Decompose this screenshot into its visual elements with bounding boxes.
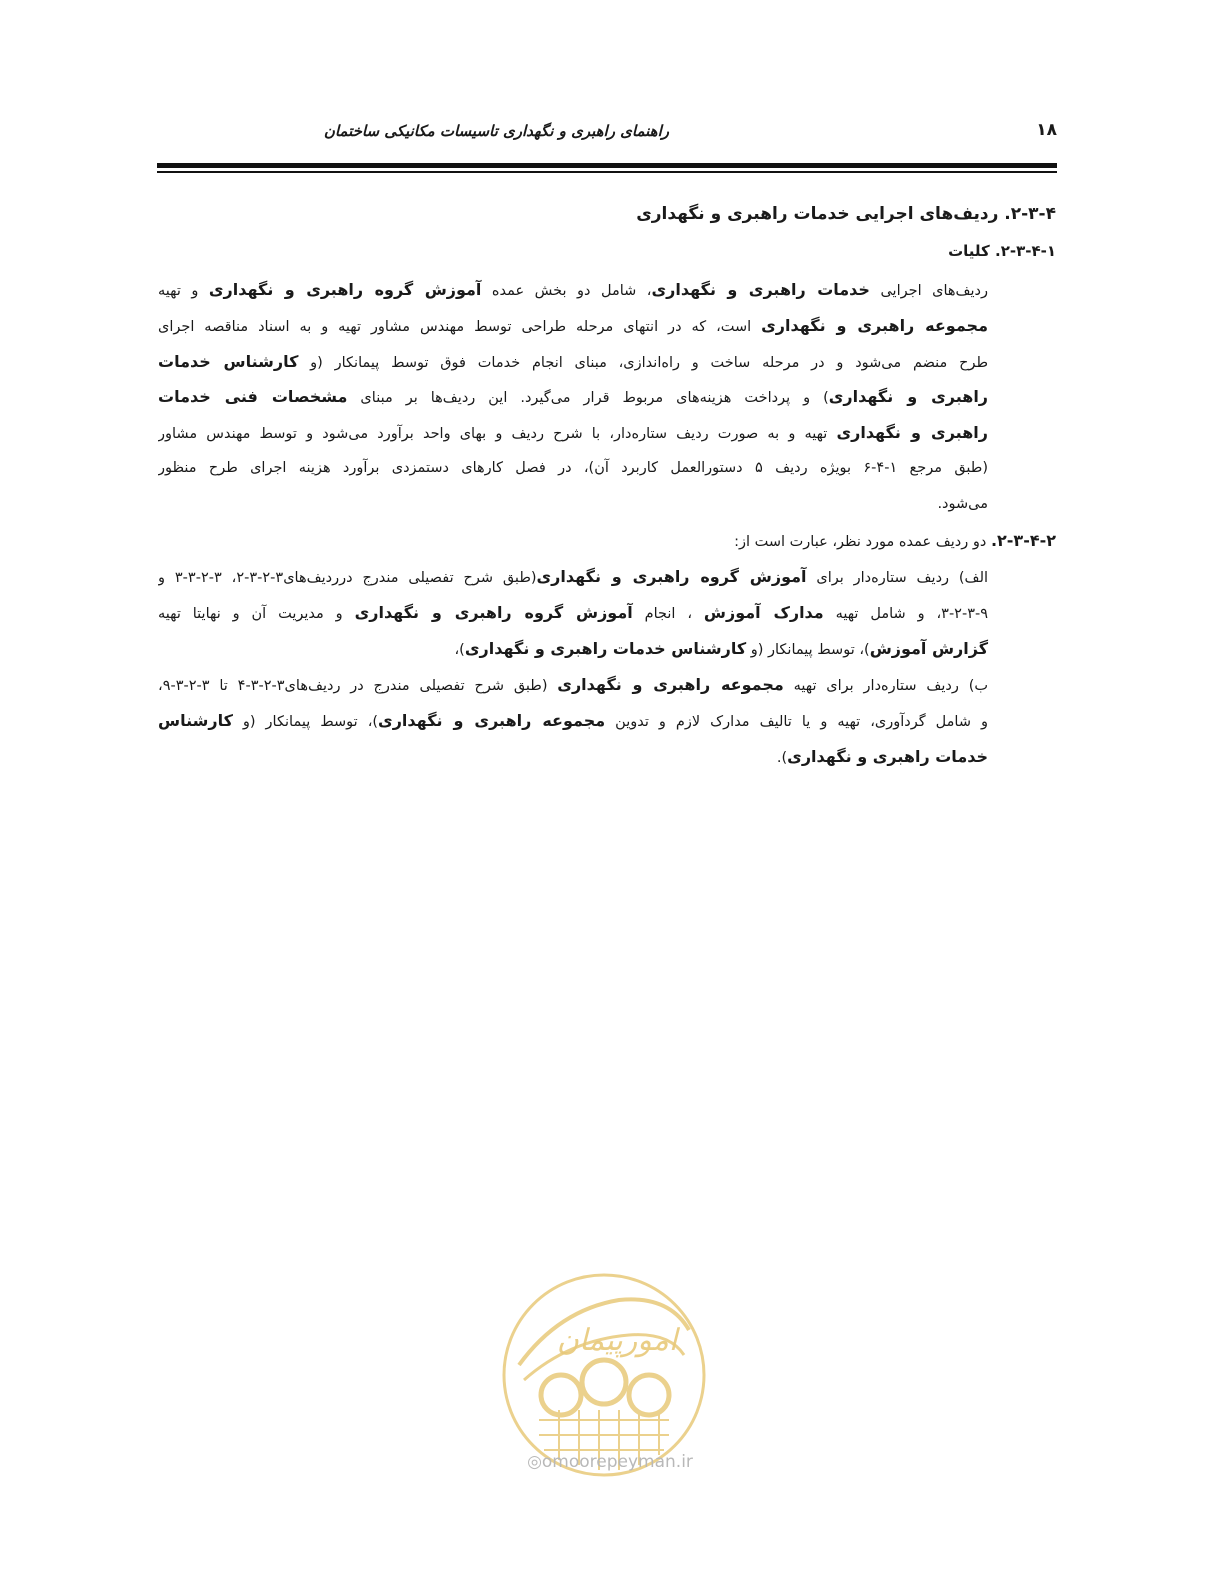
paragraph-line [158, 667, 1056, 703]
header-rule-thin [157, 171, 1057, 173]
paragraph-line [158, 559, 1056, 595]
text-run: )، توسط پیمانکار (و [232, 713, 379, 730]
running-title: راهنمای راهبری و نگهداری تاسیسات مکانیکی ساختمان [323, 122, 669, 140]
text-run: ). [776, 749, 788, 766]
bold-term: کارشناس [158, 710, 233, 730]
watermark-url-text: omoorepeyman.ir [541, 1452, 693, 1472]
text-run: است، که در انتهای مرحله طراحی توسط مهندس مشاور تهیه و به اسناد مناقصه اجرای [158, 318, 762, 335]
bold-term: مدارک آموزش [703, 602, 824, 622]
watermark-logo [499, 1270, 709, 1480]
paragraph-line [158, 739, 1056, 775]
text-run: ۳-۲-۳-۹، و شامل تهیه [823, 605, 989, 622]
bold-term: آموزش گروه راهبری و نگهداری [536, 566, 807, 586]
bold-term: گزارش آموزش [869, 638, 988, 658]
paragraph-line [158, 631, 1056, 667]
paragraph-line: می‌شود. [937, 495, 988, 512]
paragraph-line [158, 595, 1056, 631]
paragraph-line [158, 703, 1056, 739]
bold-term: آموزش گروه راهبری و نگهداری [354, 602, 633, 622]
subsection-heading: ۲-۳-۴-۱. کلیات [948, 242, 1056, 260]
header-rule-thick [157, 163, 1057, 168]
bold-term: خدمات راهبری و نگهداری [787, 746, 988, 766]
section-heading: ۲-۳-۴. ردیف‌های اجرایی خدمات راهبری و نگهداری [636, 204, 1056, 224]
text-run: ب) ردیف ستاره‌دار برای تهیه [783, 677, 988, 694]
bold-term: خدمات راهبری و نگهداری [651, 280, 870, 299]
text-run: و تهیه [158, 283, 209, 299]
text-run: )، [454, 641, 465, 658]
text-run: )، توسط پیمانکار (و [746, 641, 870, 658]
text-run: دو ردیف عمده مورد نظر، عبارت است از: [734, 533, 991, 550]
bold-term: راهبری و نگهداری [828, 387, 988, 407]
text-run: (طبق شرح تفصیلی مندرج درردیف‌های۳-۲-۳-۲، ۳-۲-۳-۳ و [158, 569, 537, 586]
text-run: طرح منضم می‌شود و در مرحله ساخت و راه‌اندازی، مبنای انجام خدمات فوق توسط پیمانکار (و [298, 354, 988, 371]
bold-term: راهبری و نگهداری [836, 423, 988, 443]
bold-term: مجموعه راهبری و نگهداری [378, 710, 606, 730]
rows-intro [158, 523, 1056, 559]
page-header [157, 116, 1057, 152]
bold-term: آموزش گروه راهبری و نگهداری [208, 280, 482, 299]
text-run: ) و پرداخت هزینه‌های مربوط قرار می‌گیرد. این ردیف‌ها بر مبنای [347, 390, 829, 407]
text-run: الف) ردیف ستاره‌دار برای [806, 569, 989, 586]
paragraph-line [158, 308, 988, 344]
general-paragraph [158, 272, 1056, 523]
paragraph-line [158, 344, 988, 380]
text-run: ، شامل دو بخش عمده [481, 283, 652, 299]
paragraph-line [158, 272, 988, 308]
text-run: ردیف‌های اجرایی [869, 283, 988, 299]
text-run: ، انجام [632, 605, 704, 622]
text-run: تهیه و به صورت ردیف ستاره‌دار، با شرح ردیف و بهای واحد برآورد می‌شود و توسط مهندس مشاور [158, 426, 837, 443]
bold-term: کارشناس خدمات راهبری و نگهداری [464, 638, 747, 658]
text-run: و شامل گردآوری، تهیه و یا تالیف مدارک لازم و تدوین [605, 713, 988, 730]
watermark-logo-text: امورپیمان [556, 1323, 678, 1358]
bold-term: کارشناس خدمات [158, 351, 299, 371]
item-b [158, 667, 1056, 775]
item-a [158, 559, 1056, 667]
document-body [158, 200, 1056, 775]
paragraph-line [158, 379, 988, 415]
globe-icon: ◎ [527, 1452, 542, 1472]
text-run: و مدیریت آن و نهایتا تهیه [158, 605, 355, 622]
bold-term: مجموعه راهبری و نگهداری [761, 315, 988, 335]
paragraph-line: (طبق مرجع ۱-۴-۶ بویژه ردیف ۵ دستورالعمل کاربرد آن)، در فصل کارهای دستمزدی برآورد هزینه اجرای طرح منظور [158, 459, 988, 476]
paragraph-line [158, 415, 988, 451]
page-number: ۱۸ [1036, 120, 1057, 140]
paragraph-line [158, 523, 1056, 559]
watermark-url [510, 1452, 710, 1472]
bold-term: مجموعه راهبری و نگهداری [557, 674, 784, 694]
item-number: ۲-۳-۴-۲. [990, 530, 1056, 550]
text-run: (طبق شرح تفصیلی مندرج در ردیف‌های۳-۲-۳-۴ تا ۳-۲-۳-۹، [158, 677, 558, 694]
bold-term: مشخصات فنی خدمات [158, 387, 348, 407]
